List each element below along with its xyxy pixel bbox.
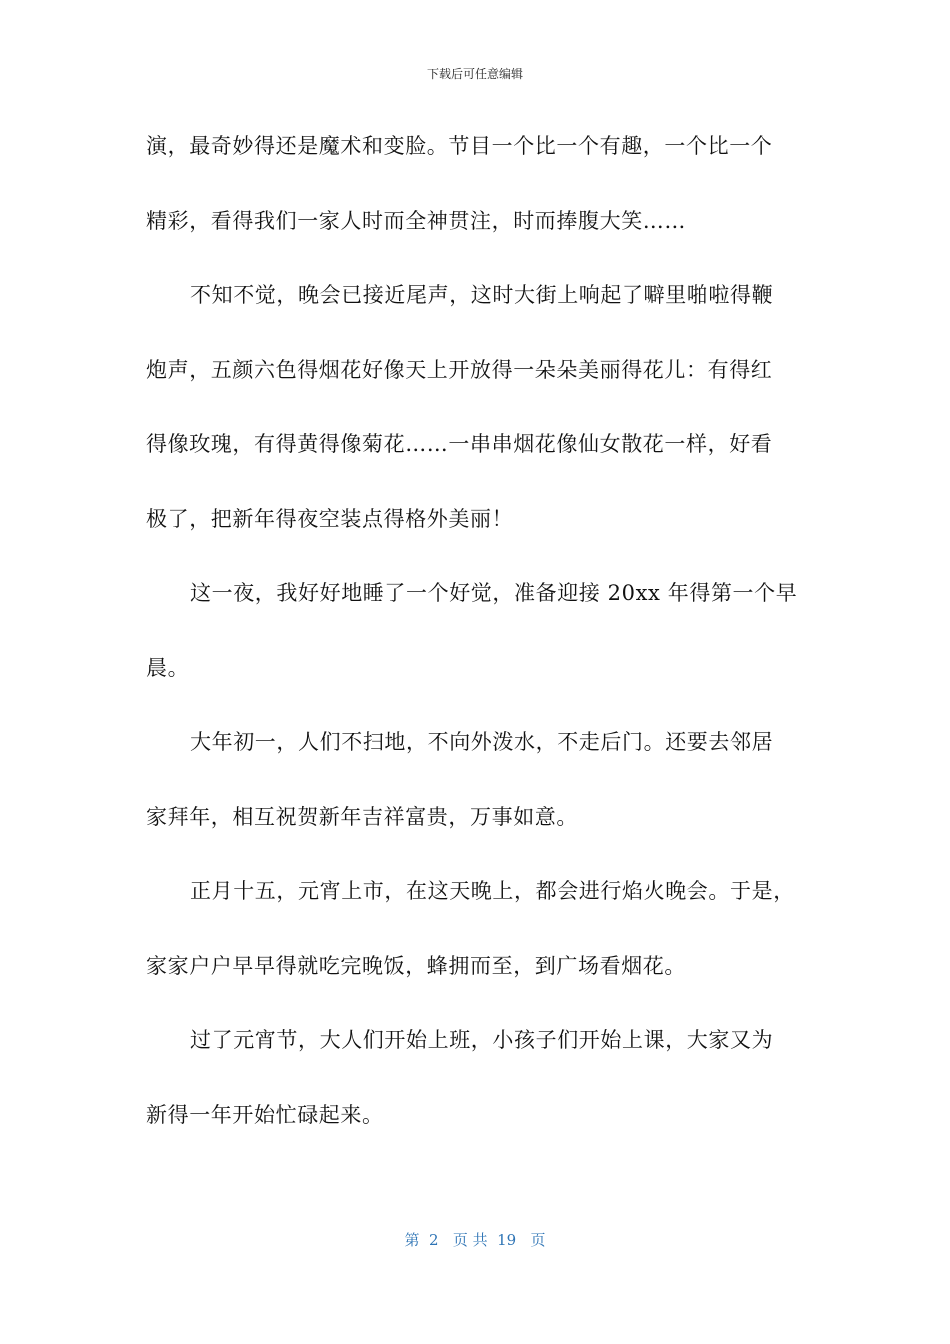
paragraph-start-line: 过了元宵节，大人们开始上班，小孩子们开始上课，大家又为	[190, 1028, 774, 1052]
text-line: 家拜年，相互祝贺新年吉祥富贵，万事如意。	[146, 804, 578, 829]
page-header: 下载后可任意编辑	[426, 67, 523, 81]
document-body	[146, 126, 808, 1169]
paragraph-start-line: 不知不觉，晚会已接近尾声，这时大街上响起了噼里啪啦得鞭	[190, 283, 774, 307]
text-line: 极了，把新年得夜空装点得格外美丽！	[146, 506, 514, 531]
paragraph-start-line: 大年初一，人们不扫地，不向外泼水，不走后门。还要去邻居	[190, 730, 774, 754]
paragraph-start-line: 正月十五，元宵上市，在这天晚上，都会进行焰火晚会。于是，	[190, 879, 795, 903]
text-line: 精彩，看得我们一家人时而全神贯注，时而捧腹大笑……	[146, 208, 686, 233]
text-line: 晨。	[146, 655, 190, 680]
paragraph-start-line: 这一夜，我好好地睡了一个好觉，准备迎接 20xx 年得第一个早	[190, 581, 798, 605]
text-line: 炮声，五颜六色得烟花好像天上开放得一朵朵美丽得花儿：有得红	[146, 357, 773, 382]
text-line: 新得一年开始忙碌起来。	[146, 1102, 384, 1127]
text-line: 家家户户早早得就吃完晚饭，蜂拥而至，到广场看烟花。	[146, 953, 686, 978]
text-line: 得像玫瑰，有得黄得像菊花……一串串烟花像仙女散花一样，好看	[146, 432, 773, 456]
page-number-footer: 第 2 页 共 19 页	[404, 1231, 546, 1249]
text-line: 演，最奇妙得还是魔术和变脸。节目一个比一个有趣，一个比一个	[146, 134, 773, 158]
